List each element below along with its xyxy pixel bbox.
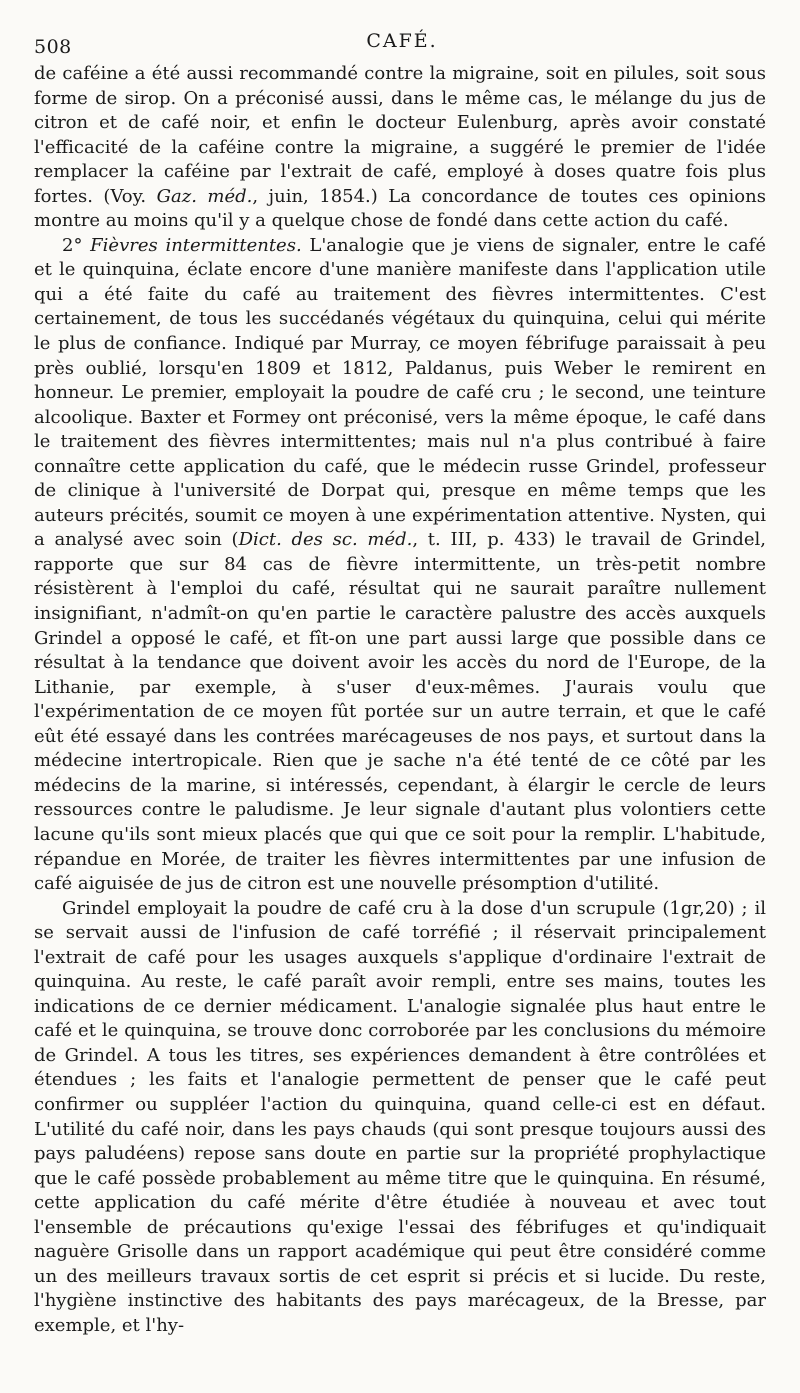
paragraph-1 <box>34 62 766 234</box>
citation-gaz-med: Gaz. méd. <box>156 185 253 207</box>
text-run: L'analogie que je viens de signaler, entre le café et le quinquina, éclate encore d'une manière manifeste dans l'application utile qui a été faite du café au traitement des fièvres intermittentes. C'est certainement, de tous les succédanés végétaux du quinquina, celui qui mérite le plus de confiance. Indiqué par Murray, ce moyen fébrifuge paraissait à peu près oublié, lorsqu'en 1809 et 1812, Paldanus, puis Weber le remirent en honneur. Le premier, employait la poudre de café cru ; le second, une teinture alcoolique. Baxter et Formey ont préconisé, vers la même époque, le café dans le traitement des fièvres intermittentes; mais nul n'a plus contribué à faire connaître cette application du café, que le médecin russe Grindel, professeur de clinique à l'université de Dorpat qui, presque en même temps que les auteurs précités, soumit ce moyen à une expérimentation attentive. Nysten, qui a analysé avec soin ( <box>34 234 766 551</box>
running-title: CAFÉ. <box>366 30 438 52</box>
page-number: 508 <box>34 36 72 58</box>
text-run: , juin, 1854.) La concordance de toutes ces opinions montre au moins qu'il y a quelque chose de fondé dans cette action du café. <box>34 185 766 232</box>
section-number: 2° <box>62 234 91 256</box>
text-run: de caféine a été aussi recommandé contre la migraine, soit en pilules, soit sous forme de sirop. On a préconisé aussi, dans le même cas, le mélange du jus de citron et de café noir, et enfin le docteur Eulenburg, après avoir constaté l'efficacité de la caféine contre la migraine, a suggéré le premier de l'idée remplacer la caféine par l'extrait de café, employé à doses quatre fois plus fortes. (Voy. <box>34 63 766 207</box>
text-run: Grindel employait la poudre de café cru à la dose d'un scrupule (1gr,20) ; il se servait aussi de l'infusion de café torréfié ; il réservait principalement l'extrait de café pour les usages auxquels s'applique d'ordinaire l'extrait de quinquina. Au reste, le café paraît avoir rempli, entre ses mains, toutes les indications de ce dernier médicament. L'analogie signalée plus haut entre le café et le quinquina, se trouve donc corroborée par les conclusions du mémoire de Grindel. A tous les titres, ses expériences demandent à être contrôlées et étendues ; les faits et l'analogie permettent de penser que le café peut confirmer ou suppléer l'action du quinquina, quand celle-ci est en défaut. L'utilité du café noir, dans les pays chauds (qui sont presque toujours aussi des pays paludéens) repose sans doute en partie sur la propriété prophylactique que le café possède probablement au même titre que le quinquina. En résumé, cette application du café mérite d'être étudiée à nouveau et avec tout l'ensemble de précautions qu'exige l'essai des fébrifuges et qu'indiquait naguère Grisolle dans un rapport académique qui peut être considéré comme un des meilleurs travaux sortis de cet esprit si précis et si lucide. Du reste, l'hygiène instinctive des habitants des pays marécageux, de la Bresse, par exemple, et l'hy- <box>34 897 766 1336</box>
paragraph-2 <box>34 234 766 897</box>
citation-dict: Dict. des sc. méd. <box>238 529 413 551</box>
running-head <box>34 30 770 62</box>
text-run: , t. III, p. 433) le travail de Grindel, rapporte que sur 84 cas de fièvre intermittente, un très-petit nombre résistèrent à l'emploi du café, résultat qui ne saurait paraître nullement insignifiant, n'admît-on qu'en partie le caractère palustre des accès auxquels Grindel a opposé le café, et fît-on une part aussi large que possible dans ce résultat à la tendance que doivent avoir les accès du nord de l'Europe, de la Lithanie, par exemple, à s'user d'eux-mêmes. J'aurais voulu que l'expérimentation de ce moyen fût portée sur un autre terrain, et que le café eût été essayé dans les contrées marécageuses de nos pays, et surtout dans la médecine intertropicale. Rien que je sache n'a été tenté de ce côté par les médecins de la marine, si intéressés, cependant, à élargir le cercle de leurs ressources contre le paludisme. Je leur signale d'autant plus volontiers cette lacune qu'ils sont mieux placés que qui que ce soit pour la remplir. L'habitude, répandue en Morée, de traiter les fièvres intermittentes par une infusion de café aiguisée de jus de citron est une nouvelle présomption d'utilité. <box>34 529 766 895</box>
body-text <box>34 62 766 1338</box>
paragraph-3 <box>34 897 766 1339</box>
section-heading: Fièvres intermittentes. <box>90 234 302 256</box>
